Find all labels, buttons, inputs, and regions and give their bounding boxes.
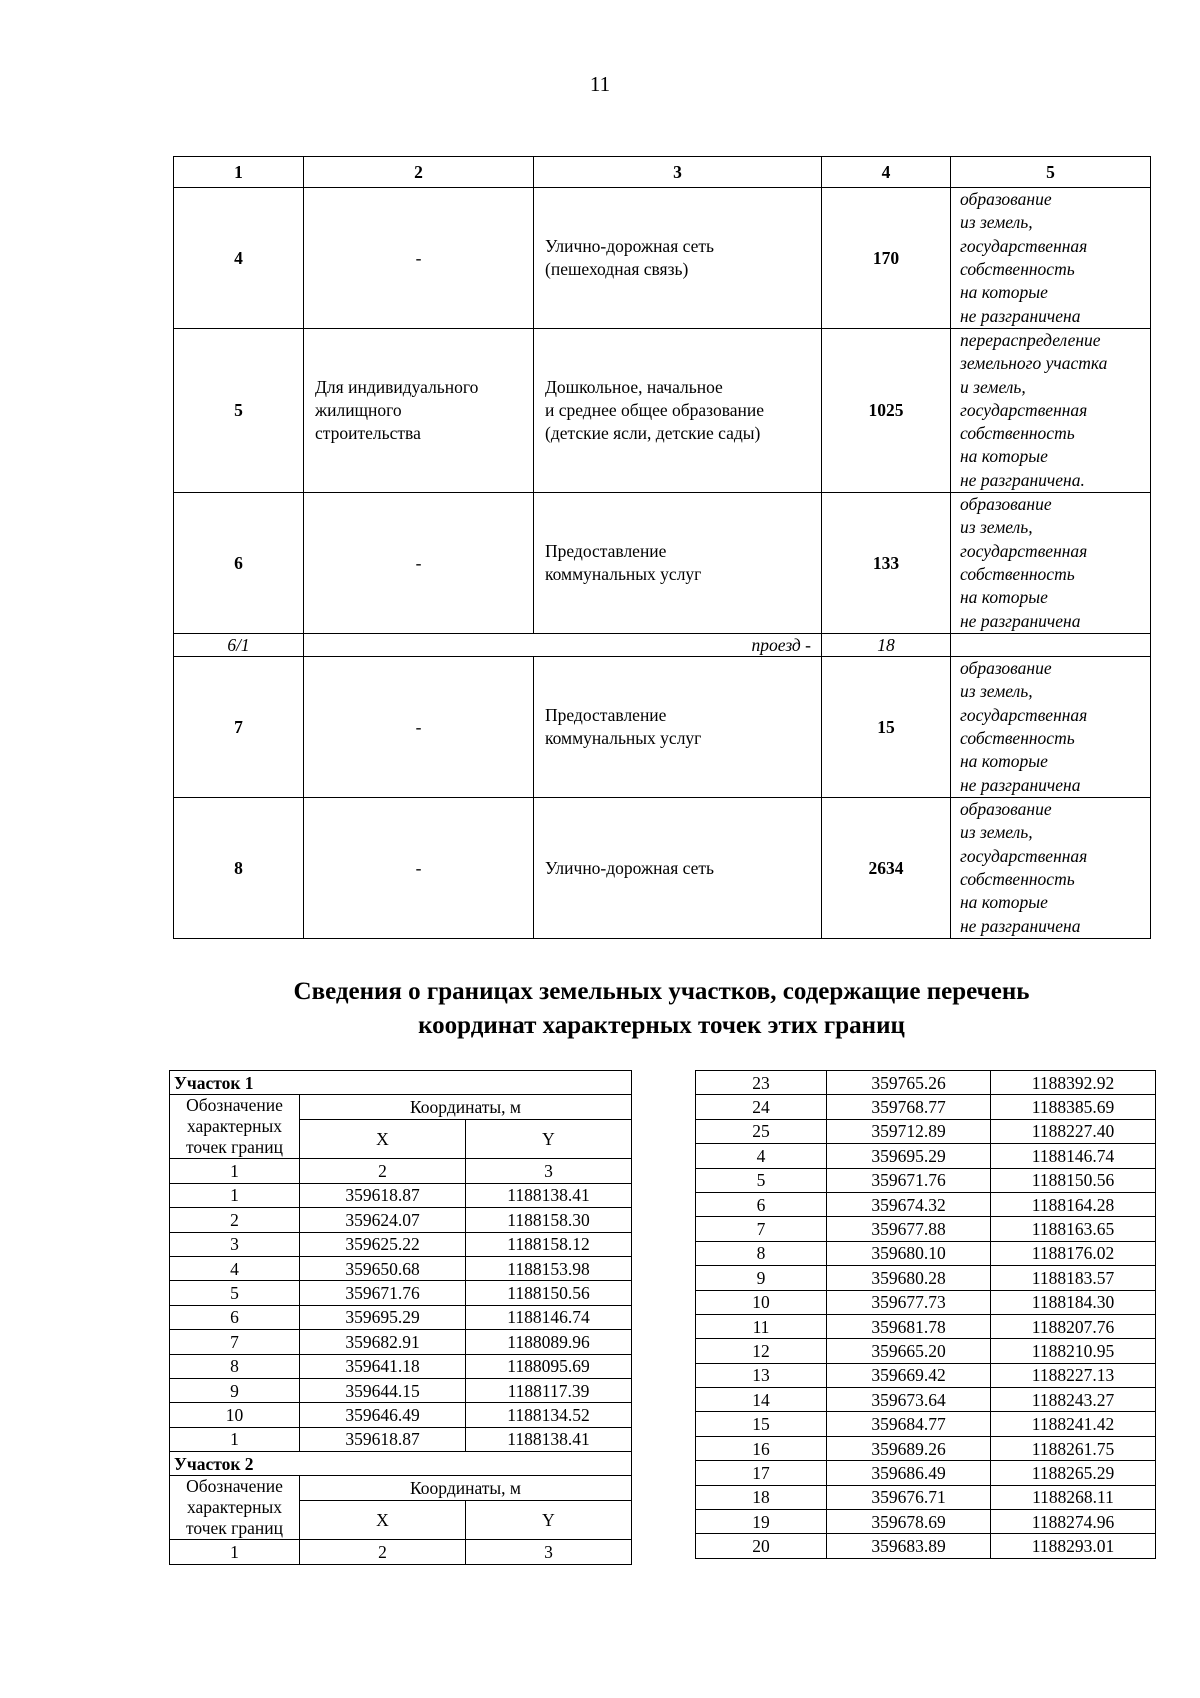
table-row <box>170 1256 632 1280</box>
coord-x: 359768.77 <box>827 1095 991 1119</box>
table-sub-row <box>174 634 1151 657</box>
table-row <box>170 1183 632 1207</box>
plot-area: 170 <box>822 188 951 329</box>
formation-method: образование из земель, государственная собственность на которые не разграничена <box>951 493 1151 634</box>
table-row <box>696 1534 1156 1558</box>
table-row <box>170 1330 632 1354</box>
coord-x: 359671.76 <box>300 1281 466 1305</box>
column-header: 3 <box>534 157 822 188</box>
coord-y: 1188241.42 <box>991 1412 1156 1436</box>
coord-x: 359765.26 <box>827 1071 991 1095</box>
table-row <box>696 1412 1156 1436</box>
table-row <box>696 1485 1156 1509</box>
y-column-header: Y <box>466 1500 632 1540</box>
coord-y: 1188117.39 <box>466 1378 632 1402</box>
coordinates-header: Координаты, м <box>300 1095 632 1119</box>
coord-x: 359678.69 <box>827 1510 991 1534</box>
sub-row-label: проезд - <box>304 634 822 657</box>
table-row <box>174 798 1151 939</box>
coord-y: 1188227.13 <box>991 1363 1156 1387</box>
table-row <box>696 1510 1156 1534</box>
table-row <box>696 1363 1156 1387</box>
plot-area: 18 <box>822 634 951 657</box>
coord-point: 10 <box>696 1290 827 1314</box>
table-row <box>170 1208 632 1232</box>
coord-header-row <box>170 1095 632 1119</box>
table-row <box>174 493 1151 634</box>
coord-y: 1188176.02 <box>991 1241 1156 1265</box>
table-row <box>696 1266 1156 1290</box>
formation-method: образование из земель, государственная собственность на которые не разграничена <box>951 657 1151 798</box>
coord-x: 359641.18 <box>300 1354 466 1378</box>
plot-title-row <box>170 1452 632 1476</box>
coord-y: 1188138.41 <box>466 1427 632 1451</box>
coord-y: 1188243.27 <box>991 1388 1156 1412</box>
coord-y: 1188153.98 <box>466 1256 632 1280</box>
permitted-use-type: Предоставление коммунальных услуг <box>534 657 822 798</box>
coord-y: 1188210.95 <box>991 1339 1156 1363</box>
plot-number: 4 <box>174 188 304 329</box>
table-row <box>170 1281 632 1305</box>
coord-y: 1188274.96 <box>991 1510 1156 1534</box>
table-row <box>170 1305 632 1329</box>
coord-point: 8 <box>696 1241 827 1265</box>
permitted-use-type: Предоставление коммунальных услуг <box>534 493 822 634</box>
table-row <box>696 1071 1156 1095</box>
coord-x: 359695.29 <box>827 1144 991 1168</box>
table-row <box>696 1217 1156 1241</box>
coord-point: 6 <box>170 1305 300 1329</box>
coord-y: 1188134.52 <box>466 1403 632 1427</box>
permitted-use-main: - <box>304 798 534 939</box>
column-index: 2 <box>300 1540 466 1564</box>
column-index: 3 <box>466 1159 632 1183</box>
coord-x: 359681.78 <box>827 1314 991 1338</box>
table-row <box>174 329 1151 493</box>
coord-x: 359684.77 <box>827 1412 991 1436</box>
coord-y: 1188293.01 <box>991 1534 1156 1558</box>
plot-title: Участок 2 <box>170 1452 632 1476</box>
coord-x: 359683.89 <box>827 1534 991 1558</box>
table-row <box>696 1144 1156 1168</box>
coord-x: 359680.28 <box>827 1266 991 1290</box>
coord-y: 1188184.30 <box>991 1290 1156 1314</box>
coord-y: 1188089.96 <box>466 1330 632 1354</box>
formation-method: образование из земель, государственная собственность на которые не разграничена <box>951 188 1151 329</box>
column-header: 4 <box>822 157 951 188</box>
coord-y: 1188183.57 <box>991 1266 1156 1290</box>
permitted-use-main: Для индивидуального жилищного строительства <box>304 329 534 493</box>
table-row <box>696 1436 1156 1460</box>
plot-area: 1025 <box>822 329 951 493</box>
formation-method <box>951 634 1151 657</box>
coord-point: 20 <box>696 1534 827 1558</box>
coord-point: 1 <box>170 1427 300 1451</box>
permitted-use-type: Улично-дорожная сеть (пешеходная связь) <box>534 188 822 329</box>
coord-y: 1188158.12 <box>466 1232 632 1256</box>
coord-point: 7 <box>170 1330 300 1354</box>
section-title-line: Сведения о границах земельных участков, содержащие перечень <box>293 978 1030 1005</box>
coord-x: 359624.07 <box>300 1208 466 1232</box>
coord-point: 1 <box>170 1183 300 1207</box>
coord-index-row <box>170 1540 632 1564</box>
coord-header-row <box>170 1476 632 1500</box>
table-row <box>696 1314 1156 1338</box>
table-row <box>170 1232 632 1256</box>
plot-area: 2634 <box>822 798 951 939</box>
coord-x: 359671.76 <box>827 1168 991 1192</box>
coord-y: 1188207.76 <box>991 1314 1156 1338</box>
plot-number: 5 <box>174 329 304 493</box>
coord-y: 1188392.92 <box>991 1071 1156 1095</box>
coord-x: 359677.88 <box>827 1217 991 1241</box>
coord-y: 1188138.41 <box>466 1183 632 1207</box>
coord-x: 359625.22 <box>300 1232 466 1256</box>
coord-point: 13 <box>696 1363 827 1387</box>
table-row <box>696 1119 1156 1143</box>
formation-method: перераспределение земельного участка и земель, государственная собственность на которые не разграничена. <box>951 329 1151 493</box>
coord-y: 1188146.74 <box>466 1305 632 1329</box>
coord-point: 10 <box>170 1403 300 1427</box>
table-row <box>174 657 1151 798</box>
coord-x: 359665.20 <box>827 1339 991 1363</box>
coord-point: 9 <box>696 1266 827 1290</box>
table-row <box>696 1241 1156 1265</box>
table-row <box>696 1168 1156 1192</box>
column-header: 2 <box>304 157 534 188</box>
table-row <box>174 188 1151 329</box>
coord-point: 18 <box>696 1485 827 1509</box>
coord-point: 5 <box>696 1168 827 1192</box>
table-row <box>170 1427 632 1451</box>
plot-area: 15 <box>822 657 951 798</box>
coord-point: 19 <box>696 1510 827 1534</box>
coord-point: 24 <box>696 1095 827 1119</box>
coord-y: 1188227.40 <box>991 1119 1156 1143</box>
coord-point: 4 <box>170 1256 300 1280</box>
coord-y: 1188146.74 <box>991 1144 1156 1168</box>
coord-y: 1188150.56 <box>991 1168 1156 1192</box>
plot-title-row <box>170 1071 632 1095</box>
permitted-use-type: Улично-дорожная сеть <box>534 798 822 939</box>
coord-y: 1188163.65 <box>991 1217 1156 1241</box>
table-row <box>170 1378 632 1402</box>
plot-number: 7 <box>174 657 304 798</box>
coordinates-table-left <box>169 1070 632 1565</box>
permitted-use-main: - <box>304 493 534 634</box>
x-column-header: X <box>300 1119 466 1159</box>
coord-point: 4 <box>696 1144 827 1168</box>
coord-x: 359686.49 <box>827 1461 991 1485</box>
coord-point: 9 <box>170 1378 300 1402</box>
section-title <box>173 975 1150 1043</box>
table-row <box>696 1339 1156 1363</box>
y-column-header: Y <box>466 1119 632 1159</box>
coord-point: 16 <box>696 1436 827 1460</box>
section-title-line: координат характерных точек этих границ <box>418 1012 905 1039</box>
table-row <box>696 1290 1156 1314</box>
coord-x: 359674.32 <box>827 1192 991 1216</box>
plot-number: 6 <box>174 493 304 634</box>
column-header: 5 <box>951 157 1151 188</box>
table-row <box>170 1354 632 1378</box>
coord-point: 25 <box>696 1119 827 1143</box>
column-index: 1 <box>170 1159 300 1183</box>
table-row <box>696 1192 1156 1216</box>
coord-x: 359650.68 <box>300 1256 466 1280</box>
coord-point: 17 <box>696 1461 827 1485</box>
coordinates-header: Координаты, м <box>300 1476 632 1500</box>
coord-x: 359689.26 <box>827 1436 991 1460</box>
coord-y: 1188158.30 <box>466 1208 632 1232</box>
table-row <box>696 1388 1156 1412</box>
land-plots-table <box>173 156 1151 939</box>
column-index: 1 <box>170 1540 300 1564</box>
coord-point: 2 <box>170 1208 300 1232</box>
coord-x: 359646.49 <box>300 1403 466 1427</box>
table-header-row <box>174 157 1151 188</box>
coord-point: 7 <box>696 1217 827 1241</box>
coord-index-row <box>170 1159 632 1183</box>
coord-y: 1188385.69 <box>991 1095 1156 1119</box>
coord-x: 359695.29 <box>300 1305 466 1329</box>
plot-area: 133 <box>822 493 951 634</box>
coord-point: 3 <box>170 1232 300 1256</box>
coord-x: 359673.64 <box>827 1388 991 1412</box>
permitted-use-main: - <box>304 188 534 329</box>
coord-y: 1188095.69 <box>466 1354 632 1378</box>
coordinates-table-right <box>695 1070 1156 1559</box>
permitted-use-type: Дошкольное, начальное и среднее общее образование (детские ясли, детские сады) <box>534 329 822 493</box>
coord-point: 12 <box>696 1339 827 1363</box>
point-column-header: Обозначение характерных точек границ <box>170 1095 300 1159</box>
table-row <box>170 1403 632 1427</box>
column-index: 2 <box>300 1159 466 1183</box>
coord-point: 23 <box>696 1071 827 1095</box>
page-number: 11 <box>589 72 611 96</box>
coord-y: 1188150.56 <box>466 1281 632 1305</box>
coord-point: 11 <box>696 1314 827 1338</box>
coord-x: 359618.87 <box>300 1183 466 1207</box>
coord-point: 14 <box>696 1388 827 1412</box>
formation-method: образование из земель, государственная собственность на которые не разграничена <box>951 798 1151 939</box>
coord-point: 6 <box>696 1192 827 1216</box>
coord-y: 1188268.11 <box>991 1485 1156 1509</box>
coord-x: 359682.91 <box>300 1330 466 1354</box>
coord-x: 359680.10 <box>827 1241 991 1265</box>
table-row <box>696 1461 1156 1485</box>
coord-y: 1188261.75 <box>991 1436 1156 1460</box>
coord-point: 8 <box>170 1354 300 1378</box>
plot-number: 6/1 <box>174 634 304 657</box>
column-index: 3 <box>466 1540 632 1564</box>
coord-x: 359644.15 <box>300 1378 466 1402</box>
permitted-use-main: - <box>304 657 534 798</box>
coord-x: 359677.73 <box>827 1290 991 1314</box>
table-row <box>696 1095 1156 1119</box>
coord-x: 359669.42 <box>827 1363 991 1387</box>
coord-x: 359676.71 <box>827 1485 991 1509</box>
coord-y: 1188265.29 <box>991 1461 1156 1485</box>
coord-point: 5 <box>170 1281 300 1305</box>
coord-point: 15 <box>696 1412 827 1436</box>
coord-y: 1188164.28 <box>991 1192 1156 1216</box>
x-column-header: X <box>300 1500 466 1540</box>
coord-x: 359618.87 <box>300 1427 466 1451</box>
column-header: 1 <box>174 157 304 188</box>
coord-x: 359712.89 <box>827 1119 991 1143</box>
plot-number: 8 <box>174 798 304 939</box>
point-column-header: Обозначение характерных точек границ <box>170 1476 300 1540</box>
plot-title: Участок 1 <box>170 1071 632 1095</box>
